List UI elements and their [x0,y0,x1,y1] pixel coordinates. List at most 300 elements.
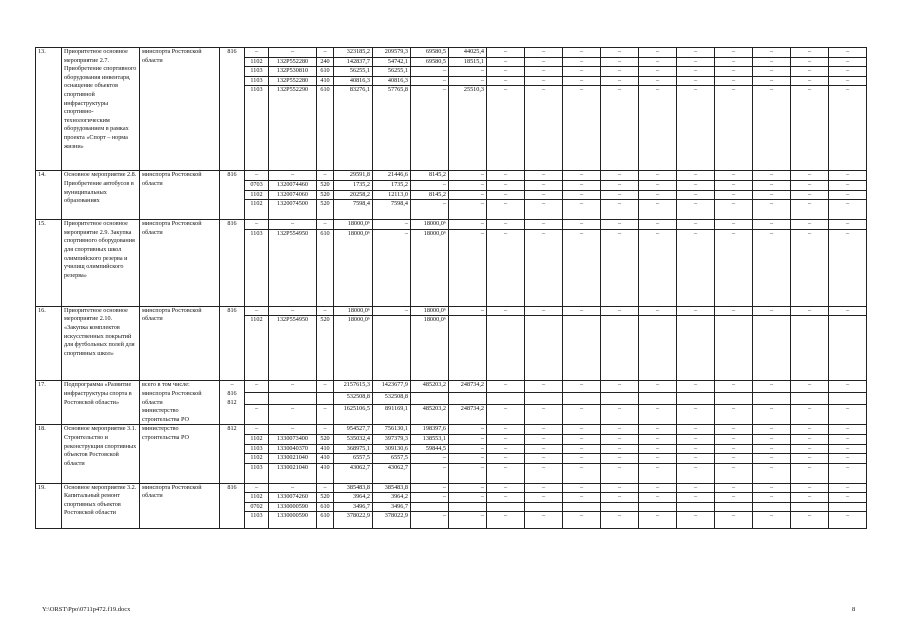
future-year-cell: – [525,76,563,86]
future-year-cell [791,316,829,381]
budget-table [35,47,867,529]
row-number: 19. [36,483,62,529]
y2021-cell: 248734,2 [449,381,487,393]
future-year-cell: – [487,434,525,444]
page-number: 8 [852,606,856,613]
future-year-cell: – [791,67,829,77]
future-year-cell: – [601,67,639,77]
future-year-cell: – [829,180,867,190]
future-year-cell: – [677,444,715,454]
vr-cell: 240 [317,57,334,67]
y2021-cell [449,316,487,381]
future-year-cell [753,502,791,512]
y2019-cell: 1423677,9 [373,381,411,393]
future-year-cell: – [677,86,715,171]
future-year-cell: – [601,229,639,306]
csr-cell: 132P552290 [269,86,317,171]
future-year-cell: – [753,512,791,529]
future-year-cell: – [715,180,753,190]
rzpr-cell: 1102 [245,57,269,67]
future-year-cell: – [829,483,867,493]
future-year-cell: – [715,67,753,77]
future-year-cell: – [487,200,525,220]
executor: минспорта Ростовской области [140,171,220,220]
y2020-cell: – [411,180,449,190]
total-cell: 18000,0⁶ [334,229,373,306]
future-year-cell: – [601,444,639,454]
future-year-cell: – [753,48,791,58]
future-year-cell [487,393,525,405]
future-year-cell: – [677,483,715,493]
future-year-cell: – [829,493,867,503]
future-year-cell: – [791,512,829,529]
vr-cell: 610 [317,86,334,171]
y2019-cell: 3496,7 [373,502,411,512]
future-year-cell: – [525,180,563,190]
future-year-cell: – [601,190,639,200]
y2021-cell: – [449,306,487,316]
y2021-cell: 248734,2 [449,405,487,425]
y2019-cell: 532508,8 [373,393,411,405]
future-year-cell: – [677,220,715,230]
y2021-cell: – [449,493,487,503]
future-year-cell: – [753,463,791,483]
future-year-cell [677,502,715,512]
future-year-cell [525,502,563,512]
future-year-cell: – [677,229,715,306]
future-year-cell [487,502,525,512]
rzpr-cell: 1102 [245,434,269,444]
grbs-code: 816 [220,306,245,381]
future-year-cell: – [487,512,525,529]
future-year-cell: – [829,190,867,200]
grbs-code: – 816 812 [220,381,245,425]
total-cell: 40816,3 [334,76,373,86]
future-year-cell: – [753,454,791,464]
future-year-cell: – [715,483,753,493]
y2019-cell: – [373,220,411,230]
rzpr-cell: – [245,405,269,425]
future-year-cell: – [753,306,791,316]
future-year-cell: – [563,48,601,58]
future-year-cell: – [525,220,563,230]
future-year-cell: – [753,76,791,86]
vr-cell: 520 [317,493,334,503]
future-year-cell: – [791,493,829,503]
future-year-cell: – [829,67,867,77]
future-year-cell: – [487,86,525,171]
future-year-cell [639,502,677,512]
rzpr-cell: – [245,306,269,316]
future-year-cell: – [715,229,753,306]
future-year-cell: – [487,171,525,181]
y2020-cell [411,393,449,405]
total-cell: 3964,2 [334,493,373,503]
vr-cell: – [317,220,334,230]
csr-cell: – [269,306,317,316]
future-year-cell [791,502,829,512]
future-year-cell: – [487,190,525,200]
total-cell: 142837,7 [334,57,373,67]
future-year-cell: – [829,444,867,454]
y2021-cell [449,502,487,512]
total-cell: 20258,2 [334,190,373,200]
y2019-cell: 6557,5 [373,454,411,464]
future-year-cell: – [753,86,791,171]
y2021-cell: 44025,4 [449,48,487,58]
future-year-cell: – [791,86,829,171]
future-year-cell: – [753,200,791,220]
future-year-cell: – [715,76,753,86]
y2020-cell: 138553,1 [411,434,449,444]
future-year-cell: – [639,57,677,67]
future-year-cell: – [829,200,867,220]
y2021-cell: – [449,454,487,464]
future-year-cell: – [639,425,677,435]
future-year-cell: – [525,306,563,316]
future-year-cell: – [563,229,601,306]
future-year-cell [563,393,601,405]
row-number: 18. [36,425,62,483]
future-year-cell [601,502,639,512]
total-cell: 2157615,3 [334,381,373,393]
executor: минспорта Ростовской области [140,306,220,381]
future-year-cell: – [791,57,829,67]
future-year-cell: – [677,425,715,435]
future-year-cell: – [677,434,715,444]
future-year-cell: – [525,405,563,425]
csr-cell: – [269,171,317,181]
y2020-cell: – [411,200,449,220]
future-year-cell: – [601,220,639,230]
future-year-cell: – [829,76,867,86]
csr-cell: 132P554950 [269,229,317,306]
row-number: 13. [36,48,62,171]
y2019-cell: – [373,306,411,316]
grbs-code: 816 [220,483,245,529]
future-year-cell: – [601,48,639,58]
future-year-cell: – [677,76,715,86]
y2019-cell: 891169,1 [373,405,411,425]
future-year-cell: – [601,171,639,181]
y2021-cell: – [449,444,487,454]
y2020-cell: – [411,463,449,483]
future-year-cell: – [525,57,563,67]
row-number: 16. [36,306,62,381]
future-year-cell: – [829,57,867,67]
future-year-cell: – [563,180,601,190]
future-year-cell: – [639,405,677,425]
future-year-cell: – [791,171,829,181]
y2020-cell: 69580,5 [411,48,449,58]
total-cell: 56255,1 [334,67,373,77]
total-cell: 43062,7 [334,463,373,483]
csr-cell [269,393,317,405]
future-year-cell: – [677,493,715,503]
future-year-cell: – [487,483,525,493]
y2019-cell: 1735,2 [373,180,411,190]
measure-name: Основное мероприятие 2.8. Приобретение автобусов в муниципальных образованиях [62,171,140,220]
table-row [36,48,867,58]
vr-cell: 410 [317,444,334,454]
grbs-code: 816 [220,171,245,220]
table-row [36,171,867,181]
y2019-cell [373,316,411,381]
future-year-cell: – [715,86,753,171]
future-year-cell: – [487,76,525,86]
future-year-cell: – [829,405,867,425]
future-year-cell: – [639,463,677,483]
row-number: 15. [36,220,62,307]
y2020-cell: 59844,5 [411,444,449,454]
y2019-cell: 21446,6 [373,171,411,181]
future-year-cell: – [563,76,601,86]
future-year-cell: – [829,463,867,483]
future-year-cell: – [487,444,525,454]
future-year-cell: – [677,48,715,58]
future-year-cell: – [791,425,829,435]
y2021-cell: – [449,190,487,200]
future-year-cell [601,393,639,405]
csr-cell: – [269,425,317,435]
future-year-cell: – [525,171,563,181]
total-cell: 535032,4 [334,434,373,444]
y2020-cell: 485203,2 [411,381,449,393]
future-year-cell: – [601,76,639,86]
future-year-cell: – [639,180,677,190]
csr-cell: 1330000590 [269,502,317,512]
future-year-cell: – [829,220,867,230]
total-cell: 3496,7 [334,502,373,512]
total-cell: 29591,8 [334,171,373,181]
csr-cell: 1330021040 [269,454,317,464]
future-year-cell: – [715,171,753,181]
rzpr-cell: – [245,48,269,58]
vr-cell: – [317,381,334,393]
future-year-cell: – [829,434,867,444]
csr-cell: 1330074260 [269,493,317,503]
rzpr-cell: 1102 [245,190,269,200]
future-year-cell: – [677,200,715,220]
future-year-cell: – [829,48,867,58]
future-year-cell [791,393,829,405]
future-year-cell: – [677,67,715,77]
rzpr-cell: 1102 [245,200,269,220]
future-year-cell: – [753,493,791,503]
future-year-cell: – [791,381,829,393]
future-year-cell: – [829,425,867,435]
future-year-cell: – [563,57,601,67]
future-year-cell: – [715,434,753,444]
y2019-cell: 56255,1 [373,67,411,77]
csr-cell: 132P530810 [269,67,317,77]
future-year-cell: – [829,86,867,171]
future-year-cell: – [601,463,639,483]
total-cell: 1625106,5 [334,405,373,425]
future-year-cell: – [563,425,601,435]
csr-cell: – [269,381,317,393]
measure-name: Приоритетное основное мероприятие 2.7. Приобретение спортивного оборудования инвентаря, оснащение объектов спортивной инфраструктуры спортивно-технологическим оборудованием в рамках проекта «Спорт – норма жизни» [62,48,140,171]
y2020-cell: – [411,67,449,77]
csr-cell: 132P554950 [269,316,317,381]
total-cell: 368975,1 [334,444,373,454]
future-year-cell: – [791,405,829,425]
future-year-cell: – [639,86,677,171]
future-year-cell: – [525,381,563,393]
measure-name: Подпрограмма «Развитие инфраструктуры спорта в Ростовской области» [62,381,140,425]
y2020-cell: – [411,454,449,464]
future-year-cell: – [791,229,829,306]
future-year-cell: – [791,306,829,316]
future-year-cell: – [829,171,867,181]
future-year-cell: – [753,483,791,493]
future-year-cell [829,393,867,405]
y2020-cell: 18000,0⁶ [411,220,449,230]
future-year-cell [753,316,791,381]
total-cell: 83276,1 [334,86,373,171]
future-year-cell: – [791,180,829,190]
y2019-cell: 756130,1 [373,425,411,435]
csr-cell: – [269,483,317,493]
future-year-cell: – [753,434,791,444]
future-year-cell: – [791,444,829,454]
future-year-cell: – [487,463,525,483]
future-year-cell: – [829,306,867,316]
future-year-cell: – [639,229,677,306]
future-year-cell: – [639,220,677,230]
rzpr-cell: – [245,381,269,393]
future-year-cell: – [601,434,639,444]
csr-cell: 1320074060 [269,190,317,200]
y2021-cell: – [449,229,487,306]
future-year-cell: – [791,200,829,220]
vr-cell: 520 [317,434,334,444]
rzpr-cell: 1103 [245,229,269,306]
csr-cell: 132P552280 [269,57,317,67]
future-year-cell [829,502,867,512]
table-row [36,425,867,435]
future-year-cell: – [715,306,753,316]
rzpr-cell: – [245,425,269,435]
csr-cell: 1320074500 [269,200,317,220]
future-year-cell [639,316,677,381]
future-year-cell: – [601,86,639,171]
y2020-cell: – [411,483,449,493]
total-cell: 18000,0⁶ [334,220,373,230]
future-year-cell: – [563,454,601,464]
y2020-cell: – [411,76,449,86]
rzpr-cell: 1103 [245,67,269,77]
future-year-cell [715,502,753,512]
future-year-cell: – [715,200,753,220]
future-year-cell: – [563,512,601,529]
future-year-cell: – [525,454,563,464]
grbs-code: 816 [220,220,245,307]
future-year-cell: – [715,493,753,503]
vr-cell: – [317,171,334,181]
total-cell: 1735,2 [334,180,373,190]
future-year-cell: – [715,381,753,393]
future-year-cell [829,316,867,381]
y2020-cell: 18000,0⁶ [411,306,449,316]
executor: всего в том числе: минспорта Ростовской области министерство строительства РО [140,381,220,425]
row-number: 14. [36,171,62,220]
rzpr-cell: 1103 [245,76,269,86]
future-year-cell: – [563,67,601,77]
y2020-cell [411,502,449,512]
future-year-cell: – [829,381,867,393]
vr-cell: 610 [317,229,334,306]
future-year-cell: – [563,171,601,181]
rzpr-cell: – [245,171,269,181]
future-year-cell: – [715,512,753,529]
y2020-cell: – [411,493,449,503]
vr-cell: – [317,483,334,493]
y2021-cell [449,393,487,405]
future-year-cell [753,393,791,405]
total-cell: 378022,9 [334,512,373,529]
future-year-cell: – [715,190,753,200]
future-year-cell: – [791,76,829,86]
future-year-cell: – [753,180,791,190]
y2019-cell: 3964,2 [373,493,411,503]
future-year-cell: – [791,483,829,493]
rzpr-cell: 1103 [245,463,269,483]
grbs-code: 812 [220,425,245,483]
future-year-cell: – [715,48,753,58]
future-year-cell: – [753,67,791,77]
y2019-cell: 397379,3 [373,434,411,444]
vr-cell: 410 [317,463,334,483]
future-year-cell [677,316,715,381]
vr-cell: 520 [317,200,334,220]
future-year-cell: – [487,220,525,230]
y2021-cell: 18515,1 [449,57,487,67]
future-year-cell: – [715,220,753,230]
rzpr-cell: 0702 [245,502,269,512]
y2019-cell: 385483,8 [373,483,411,493]
future-year-cell: – [563,381,601,393]
future-year-cell: – [753,444,791,454]
future-year-cell: – [563,493,601,503]
vr-cell: – [317,425,334,435]
future-year-cell [715,316,753,381]
future-year-cell [487,316,525,381]
future-year-cell: – [677,190,715,200]
future-year-cell: – [525,200,563,220]
future-year-cell: – [601,454,639,464]
table-row [36,483,867,493]
y2021-cell: – [449,434,487,444]
total-cell: 18000,0⁶ [334,306,373,316]
future-year-cell: – [487,57,525,67]
y2020-cell: 485203,2 [411,405,449,425]
executor: минспорта Ростовской области [140,48,220,171]
future-year-cell: – [563,444,601,454]
vr-cell: 410 [317,454,334,464]
future-year-cell: – [639,76,677,86]
vr-cell: 610 [317,512,334,529]
y2019-cell: 40816,3 [373,76,411,86]
future-year-cell: – [639,190,677,200]
future-year-cell: – [601,180,639,190]
future-year-cell: – [525,512,563,529]
future-year-cell [563,316,601,381]
executor: министерство строительства РО [140,425,220,483]
y2020-cell: 198397,6 [411,425,449,435]
future-year-cell: – [563,220,601,230]
future-year-cell: – [829,454,867,464]
